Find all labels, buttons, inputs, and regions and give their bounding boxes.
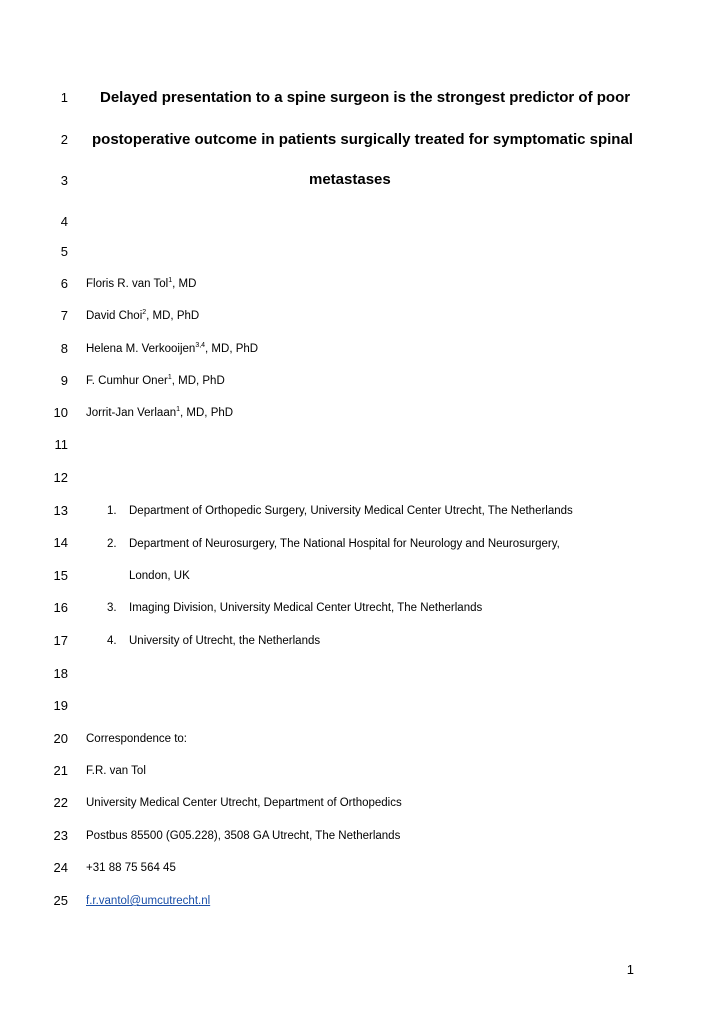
author-affiliation-sup: 2: [142, 309, 147, 317]
line-number: 5: [60, 244, 68, 259]
author-name: Helena M. Verkooijen: [86, 343, 196, 355]
author-affiliation-sup: 3,4: [195, 342, 206, 350]
line-number: 12: [53, 470, 68, 485]
author-degrees: , MD, PhD: [205, 343, 259, 355]
author-affiliation-sup: 1: [176, 406, 181, 414]
title-line-3: metastases: [309, 171, 391, 188]
page-number: 1: [626, 962, 634, 977]
line-number: 1: [60, 90, 68, 105]
line-number: 25: [53, 893, 68, 908]
affiliation-number: 4.: [107, 635, 117, 647]
correspondence-phone: +31 88 75 564 45: [86, 862, 176, 874]
author: [86, 277, 196, 291]
author-degrees: , MD: [172, 278, 197, 290]
correspondence-email-line: [86, 894, 210, 908]
affiliation-text: University of Utrecht, the Netherlands: [129, 635, 321, 647]
author-degrees: , MD, PhD: [146, 310, 200, 322]
line-number: 11: [54, 437, 68, 452]
title-line-1: Delayed presentation to a spine surgeon is the strongest predictor of poor: [100, 89, 631, 106]
line-number: 23: [53, 828, 68, 843]
affiliation-text: Department of Orthopedic Surgery, University Medical Center Utrecht, The Netherlands: [129, 505, 573, 517]
correspondence-address: Postbus 85500 (G05.228), 3508 GA Utrecht, The Netherlands: [86, 830, 401, 842]
line-number: 13: [53, 503, 68, 518]
line-number: 24: [53, 860, 68, 875]
line-number: 14: [53, 535, 68, 550]
line-number: 6: [60, 276, 68, 291]
affiliation: [107, 537, 560, 551]
line-number: 18: [53, 666, 68, 681]
correspondence-institution: University Medical Center Utrecht, Department of Orthopedics: [86, 797, 402, 809]
affiliation-text: Department of Neurosurgery, The National Hospital for Neurology and Neurosurgery,: [129, 538, 560, 550]
author: [86, 342, 258, 356]
line-number: 4: [60, 214, 68, 229]
line-number: 21: [53, 763, 68, 778]
correspondence-name: F.R. van Tol: [86, 765, 146, 777]
author-name: F. Cumhur Oner: [86, 375, 168, 387]
author-name: David Choi: [86, 310, 143, 322]
line-number: 17: [53, 633, 68, 648]
line-number: 7: [60, 308, 68, 323]
author-affiliation-sup: 1: [167, 374, 172, 382]
line-number: 2: [60, 132, 68, 147]
affiliation-number: 3.: [107, 602, 117, 614]
line-number: 20: [53, 731, 68, 746]
affiliation: [107, 601, 482, 615]
line-number: 22: [53, 795, 68, 810]
affiliation: [107, 504, 573, 518]
affiliation-number: 2.: [107, 538, 117, 550]
correspondence-email-link[interactable]: f.r.vantol@umcutrecht.nl: [86, 895, 211, 907]
line-number: 19: [53, 698, 68, 713]
line-number: 15: [53, 568, 68, 583]
author-affiliation-sup: 1: [168, 277, 173, 285]
line-number: 10: [53, 405, 68, 420]
author-name: Jorrit-Jan Verlaan: [86, 407, 177, 419]
title-line-2: postoperative outcome in patients surgically treated for symptomatic spinal: [92, 131, 633, 148]
affiliation-continuation: London, UK: [129, 570, 190, 582]
line-number: 16: [53, 600, 68, 615]
line-number: 9: [60, 373, 68, 388]
author-degrees: , MD, PhD: [180, 407, 234, 419]
correspondence-label: Correspondence to:: [86, 733, 188, 745]
author-name: Floris R. van Tol: [86, 278, 169, 290]
affiliation-text: Imaging Division, University Medical Center Utrecht, The Netherlands: [129, 602, 483, 614]
author-degrees: , MD, PhD: [171, 375, 225, 387]
line-number: 8: [60, 341, 68, 356]
line-number: 3: [60, 173, 68, 188]
author: [86, 309, 199, 323]
affiliation: [107, 634, 320, 648]
affiliation-number: 1.: [107, 505, 117, 517]
author: [86, 406, 233, 420]
author: [86, 374, 225, 388]
